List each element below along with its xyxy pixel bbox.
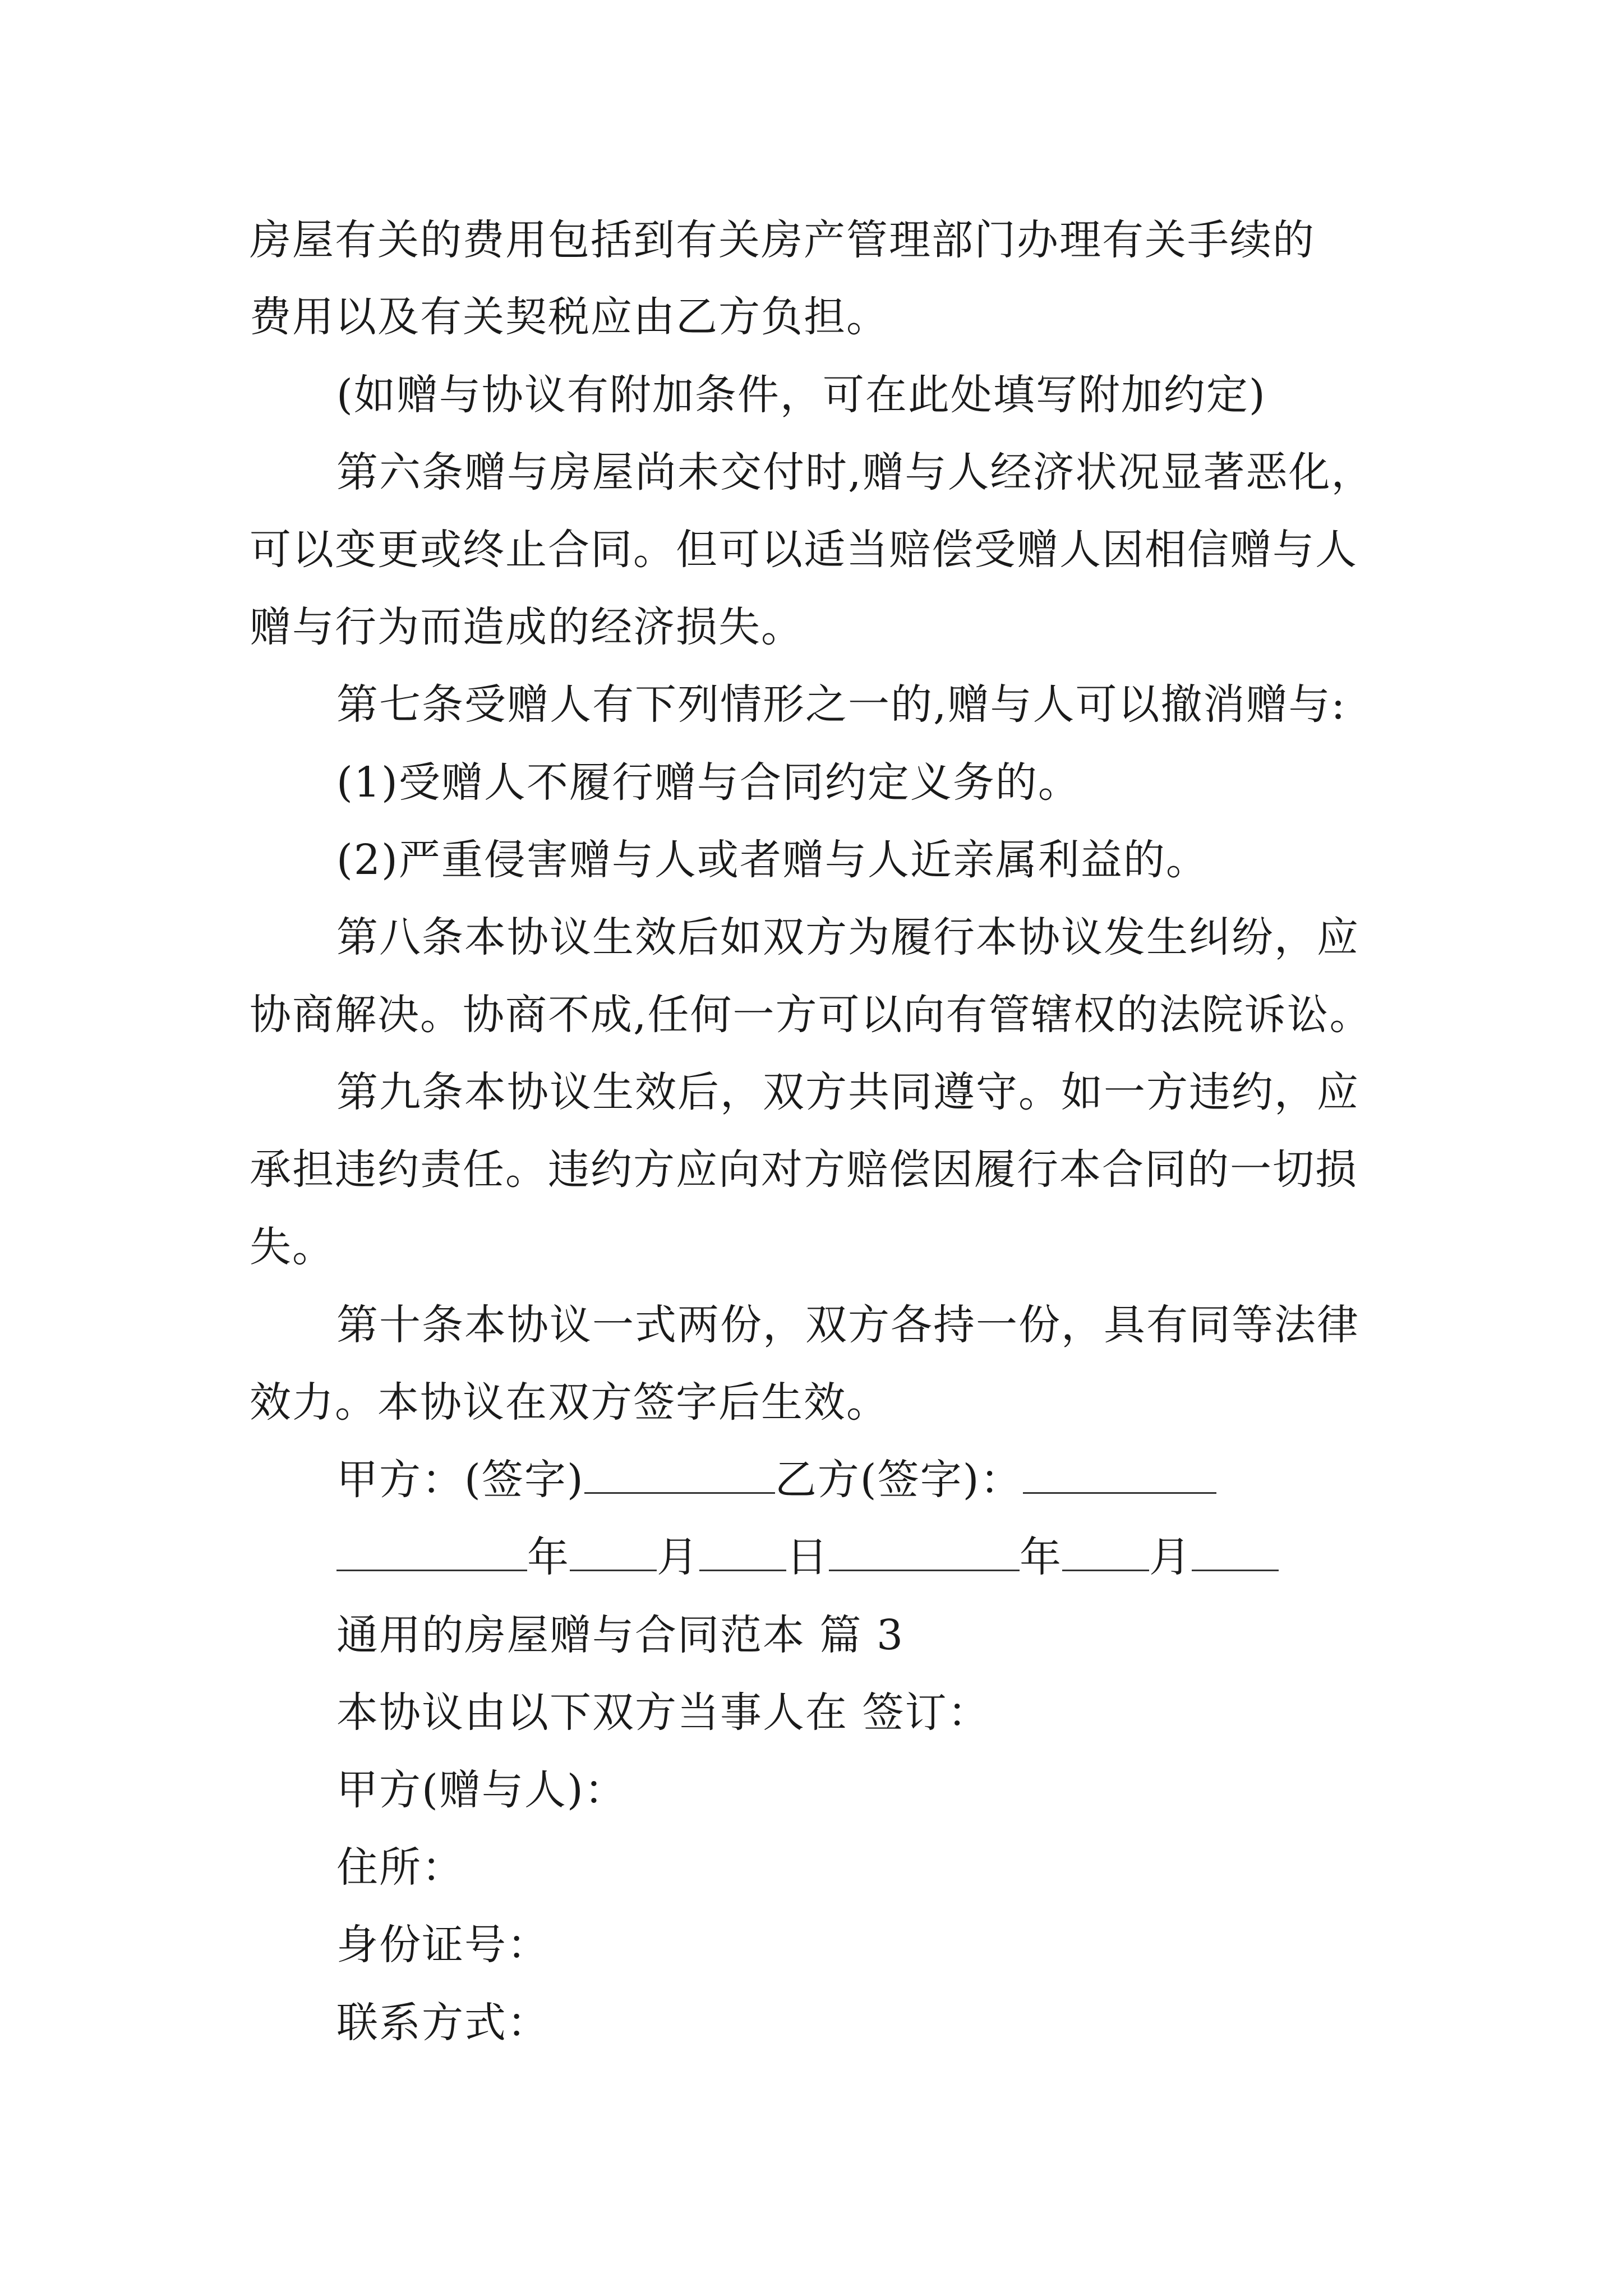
- section-line: 甲方(赠与人)：: [336, 1766, 627, 1814]
- year-blank: [829, 1530, 1020, 1571]
- paragraph-line: 可以变更或终止合同。但可以适当赔偿受赠人因相信赠与人: [250, 526, 1358, 574]
- year-label: 年: [527, 1533, 570, 1581]
- party-b-signature-label: 乙方(签字)：: [774, 1456, 1023, 1504]
- party-a-signature-blank: [584, 1453, 775, 1494]
- signature-line: [336, 1452, 1216, 1508]
- paragraph-line: 第六条赠与房屋尚未交付时,赠与人经济状况显著恶化，: [336, 448, 1374, 496]
- paragraph-line: 第九条本协议生效后，双方共同遵守。如一方违约，应: [336, 1068, 1359, 1116]
- paragraph-line: (如赠与协议有附加条件，可在此处填写附加约定): [336, 371, 1266, 419]
- section-line: 本协议由以下双方当事人在 签订：: [336, 1688, 990, 1737]
- paragraph-line: 第七条受赠人有下列情形之一的,赠与人可以撤消赠与:: [336, 680, 1347, 729]
- party-b-signature-blank: [1023, 1453, 1216, 1494]
- paragraph-line: 第八条本协议生效后如双方为履行本协议发生纠纷，应: [336, 913, 1359, 961]
- paragraph-line: (1)受赠人不履行赠与合同约定义务的。: [336, 758, 1081, 807]
- paragraph-line: 失。: [250, 1223, 335, 1271]
- section-line: 身份证号：: [336, 1921, 550, 1969]
- date-line: [336, 1529, 1279, 1585]
- month-blank: [570, 1530, 657, 1571]
- day-label: 日: [786, 1533, 829, 1581]
- month-label: 月: [657, 1533, 699, 1581]
- section-title: 通用的房屋赠与合同范本 篇 3: [336, 1611, 905, 1659]
- party-a-signature-label: 甲方：(签字): [336, 1456, 584, 1504]
- paragraph-line: (2)严重侵害赠与人或者赠与人近亲属利益的。: [336, 836, 1209, 884]
- section-line: 联系方式：: [336, 1999, 550, 2047]
- year-label: 年: [1020, 1533, 1062, 1581]
- paragraph-line: 协商解决。协商不成,任何一方可以向有管辖权的法院诉讼。: [250, 991, 1372, 1039]
- day-blank: [699, 1530, 786, 1571]
- paragraph-line: 费用以及有关契税应由乙方负担。: [250, 293, 889, 341]
- day-blank: [1192, 1530, 1279, 1571]
- paragraph-line: 效力。本协议在双方签字后生效。: [250, 1378, 889, 1427]
- paragraph-line: 赠与行为而造成的经济损失。: [250, 603, 804, 651]
- section-line: 住所：: [336, 1843, 464, 1892]
- month-label: 月: [1149, 1533, 1192, 1581]
- paragraph-line: 房屋有关的费用包括到有关房产管理部门办理有关手续的: [250, 216, 1315, 264]
- year-blank: [336, 1530, 527, 1571]
- paragraph-line: 第十条本协议一式两份，双方各持一份，具有同等法律: [336, 1301, 1359, 1349]
- month-blank: [1062, 1530, 1149, 1571]
- paragraph-line: 承担违约责任。违约方应向对方赔偿因履行本合同的一切损: [250, 1145, 1358, 1194]
